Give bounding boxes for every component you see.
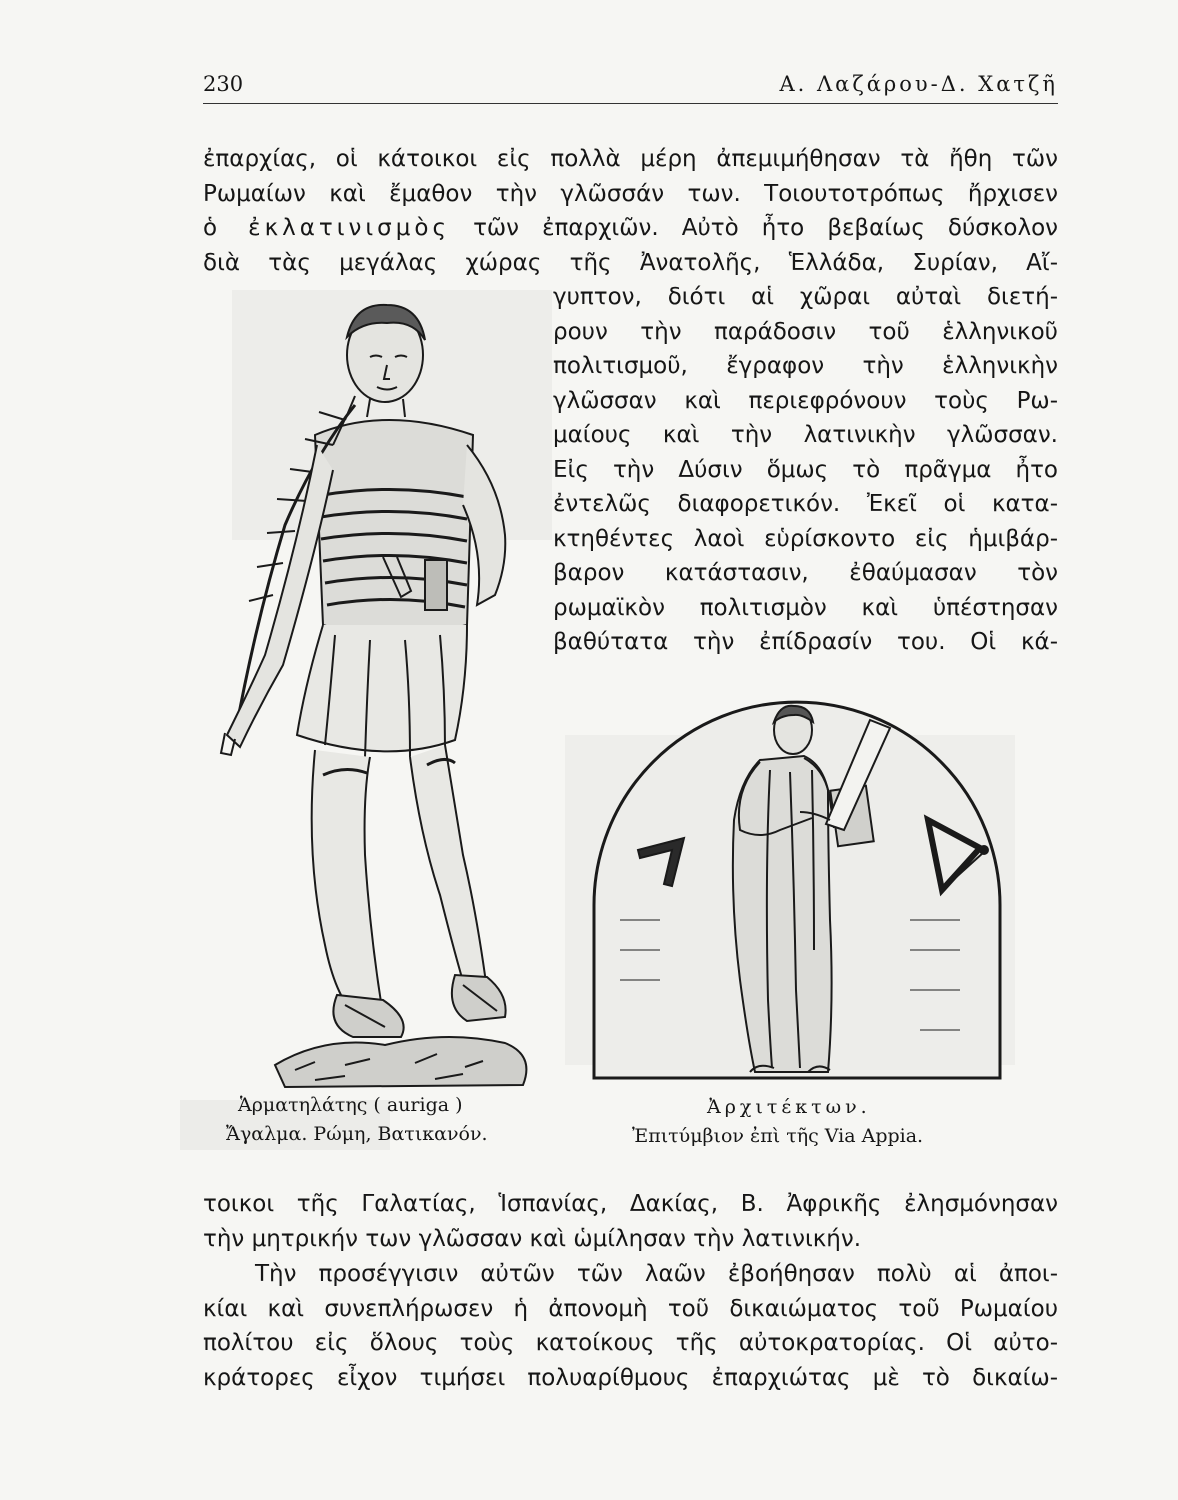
text-line: τὴν μητρικήν των γλῶσσαν καὶ ὡμίλησαν τὴν λατινικήν. xyxy=(203,1225,862,1252)
text-fragment: τῶν ἐπαρχιῶν. Αὐτὸ ἦτο βεβαίως δύσκολον xyxy=(473,215,1059,241)
caption-architect-title: Ἀρχιτέκτων. xyxy=(707,1096,871,1118)
charioteer-illustration xyxy=(205,295,550,1095)
text-line: πολιτισμοῦ, ἔγραφον τὴν ἑλληνικὴν xyxy=(553,353,1058,379)
text-line: διὰ τὰς μεγάλας χώρας τῆς Ἀνατολῆς, Ἑλλάδα, Συρίαν, Αἴ- xyxy=(203,249,1058,276)
caption-architect-location: Ἐπιτύμβιον ἐπὶ τῆς Via Appia. xyxy=(632,1125,924,1147)
text-line: βαθύτατα τὴν ἐπίδρασίν του. Οἱ κά- xyxy=(553,629,1058,655)
header-rule xyxy=(203,103,1058,104)
text-line: κτηθέντες λαοὶ εὑρίσκοντο εἰς ἡμιβάρ- xyxy=(553,525,1058,552)
text-line-spaced-term xyxy=(203,211,1058,246)
page-number: 230 xyxy=(203,72,244,96)
caption-charioteer-location: Ἄγαλμα. Ρώμη, Βατικανόν. xyxy=(226,1123,488,1145)
paragraph-top-narrow xyxy=(553,280,1058,660)
text-line: μαίους καὶ τὴν λατινικὴν γλῶσσαν. xyxy=(553,422,1058,448)
text-line: ρουν τὴν παράδοσιν τοῦ ἑλληνικοῦ xyxy=(553,318,1058,345)
text-line: Τὴν προσέγγισιν αὐτῶν τῶν λαῶν ἐβοήθησαν πολὺ αἱ ἀποι- xyxy=(255,1261,1058,1287)
text-line: γλῶσσαν καὶ περιεφρόνουν τοὺς Ρω- xyxy=(553,387,1058,414)
text-line: πολίτου εἰς ὅλους τοὺς κατοίκους τῆς αὐτοκρατορίας. Οἱ αὐτο- xyxy=(203,1330,1058,1356)
running-title: Α. Λαζάρου-Δ. Χατζῆ xyxy=(779,72,1058,96)
architect-illustration xyxy=(590,700,1005,1085)
paragraph-bottom xyxy=(203,1187,1058,1256)
text-line: τοικοι τῆς Γαλατίας, Ἱσπανίας, Δακίας, Β. Ἀφρικῆς ἐλησμόνησαν xyxy=(203,1191,1058,1217)
text-line: Ρωμαίων καὶ ἔμαθον τὴν γλῶσσάν των. Τοιουτοτρόπως ἤρχισεν xyxy=(203,180,1058,207)
architect-tombstone-figure xyxy=(590,700,1005,1085)
text-line: κίαι καὶ συνεπλήρωσεν ἡ ἀπονομὴ τοῦ δικαιώματος τοῦ Ρωμαίου xyxy=(203,1295,1058,1322)
paragraph-final xyxy=(203,1257,1058,1395)
text-line: ἐντελῶς διαφορετικόν. Ἐκεῖ οἱ κατα- xyxy=(553,491,1058,517)
running-head xyxy=(203,72,1058,102)
caption-charioteer-title: Ἁρματηλάτης ( auriga ) xyxy=(238,1094,463,1116)
paragraph-top-full xyxy=(203,142,1058,280)
charioteer-statue-figure xyxy=(205,295,550,1095)
text-line: ἐπαρχίας, οἱ κάτοικοι εἰς πολλὰ μέρη ἀπεμιμήθησαν τὰ ἤθη τῶν xyxy=(203,146,1058,172)
text-line: ρωμαϊκὸν πολιτισμὸν καὶ ὑπέστησαν xyxy=(553,594,1058,621)
spaced-term: ὁ ἐκλατινισμὸς xyxy=(203,215,450,241)
text-line: γυπτον, διότι αἱ χῶραι αὐταὶ διετή- xyxy=(553,284,1058,310)
text-line: Εἰς τὴν Δύσιν ὅμως τὸ πρᾶγμα ἦτο xyxy=(553,456,1058,483)
text-line: κράτορες εἶχον τιμήσει πολυαρίθμους ἐπαρχιώτας μὲ τὸ δικαίω- xyxy=(203,1364,1058,1391)
text-line: βαρον κατάστασιν, ἐθαύμασαν τὸν xyxy=(553,560,1058,586)
